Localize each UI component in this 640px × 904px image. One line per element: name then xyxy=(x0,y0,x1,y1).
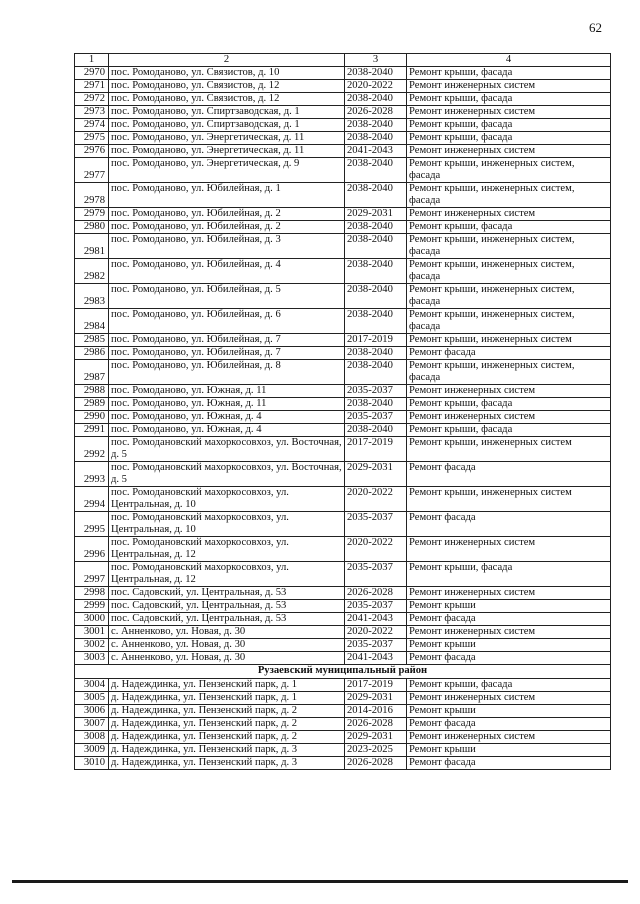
row-address: пос. Ромоданово, ул. Энергетическая, д. 11 xyxy=(109,145,345,158)
row-address: с. Анненково, ул. Новая, д. 30 xyxy=(109,639,345,652)
row-work-type: Ремонт инженерных систем xyxy=(407,106,611,119)
table-row xyxy=(75,234,611,259)
table-row xyxy=(75,731,611,744)
row-number: 2987 xyxy=(75,360,109,385)
row-number: 2989 xyxy=(75,398,109,411)
row-period: 2014-2016 xyxy=(345,705,407,718)
row-period: 2026-2028 xyxy=(345,106,407,119)
row-address: пос. Ромоданово, ул. Юбилейная, д. 4 xyxy=(109,259,345,284)
row-address: пос. Ромоданово, ул. Энергетическая, д. 9 xyxy=(109,158,345,183)
row-number: 2990 xyxy=(75,411,109,424)
row-number: 3008 xyxy=(75,731,109,744)
table-row xyxy=(75,145,611,158)
row-work-type: Ремонт инженерных систем xyxy=(407,731,611,744)
table-row xyxy=(75,158,611,183)
row-address: пос. Ромодановский махоркосовхоз, ул. Центральная, д. 12 xyxy=(109,537,345,562)
row-period: 2038-2040 xyxy=(345,132,407,145)
table-row xyxy=(75,106,611,119)
table-row xyxy=(75,93,611,106)
row-number: 2973 xyxy=(75,106,109,119)
row-work-type: Ремонт крыши, фасада xyxy=(407,398,611,411)
row-period: 2029-2031 xyxy=(345,731,407,744)
table-row xyxy=(75,537,611,562)
row-number: 2982 xyxy=(75,259,109,284)
row-period: 2038-2040 xyxy=(345,284,407,309)
row-period: 2029-2031 xyxy=(345,208,407,221)
row-work-type: Ремонт крыши xyxy=(407,600,611,613)
table-body xyxy=(75,67,611,770)
row-work-type: Ремонт фасада xyxy=(407,757,611,770)
row-number: 2992 xyxy=(75,437,109,462)
row-period: 2020-2022 xyxy=(345,626,407,639)
row-period: 2026-2028 xyxy=(345,587,407,600)
row-number: 3009 xyxy=(75,744,109,757)
row-address: пос. Ромоданово, ул. Спиртзаводская, д. 1 xyxy=(109,106,345,119)
row-work-type: Ремонт крыши, фасада xyxy=(407,132,611,145)
row-period: 2017-2019 xyxy=(345,437,407,462)
row-address: пос. Ромоданово, ул. Юбилейная, д. 1 xyxy=(109,183,345,208)
row-number: 3010 xyxy=(75,757,109,770)
row-work-type: Ремонт фасада xyxy=(407,347,611,360)
row-work-type: Ремонт крыши, инженерных систем xyxy=(407,437,611,462)
row-address: пос. Ромоданово, ул. Энергетическая, д. 11 xyxy=(109,132,345,145)
table-row xyxy=(75,705,611,718)
row-number: 3007 xyxy=(75,718,109,731)
row-work-type: Ремонт крыши, фасада xyxy=(407,562,611,587)
row-work-type: Ремонт крыши xyxy=(407,744,611,757)
row-number: 2971 xyxy=(75,80,109,93)
section-row xyxy=(75,665,611,679)
table-row xyxy=(75,718,611,731)
row-number: 2970 xyxy=(75,67,109,80)
table-row xyxy=(75,692,611,705)
row-number: 2988 xyxy=(75,385,109,398)
row-address: пос. Ромодановский махоркосовхоз, ул. Восточная, д. 5 xyxy=(109,437,345,462)
row-number: 3000 xyxy=(75,613,109,626)
row-address: пос. Ромодановский махоркосовхоз, ул. Восточная, д. 5 xyxy=(109,462,345,487)
row-number: 2974 xyxy=(75,119,109,132)
header-col-2: 2 xyxy=(109,54,345,67)
table-row xyxy=(75,119,611,132)
table-row xyxy=(75,360,611,385)
row-number: 2984 xyxy=(75,309,109,334)
row-number: 3004 xyxy=(75,679,109,692)
row-period: 2038-2040 xyxy=(345,259,407,284)
row-number: 2975 xyxy=(75,132,109,145)
row-number: 2995 xyxy=(75,512,109,537)
row-number: 2996 xyxy=(75,537,109,562)
row-number: 2978 xyxy=(75,183,109,208)
row-number: 3006 xyxy=(75,705,109,718)
row-address: пос. Ромоданово, ул. Юбилейная, д. 8 xyxy=(109,360,345,385)
row-address: д. Надеждинка, ул. Пензенский парк, д. 1 xyxy=(109,692,345,705)
row-period: 2041-2043 xyxy=(345,613,407,626)
row-work-type: Ремонт крыши, инженерных систем, фасада xyxy=(407,284,611,309)
row-work-type: Ремонт крыши, фасада xyxy=(407,679,611,692)
row-address: д. Надеждинка, ул. Пензенский парк, д. 2 xyxy=(109,731,345,744)
row-number: 3002 xyxy=(75,639,109,652)
row-period: 2038-2040 xyxy=(345,119,407,132)
table-row xyxy=(75,679,611,692)
row-period: 2035-2037 xyxy=(345,512,407,537)
row-work-type: Ремонт крыши, фасада xyxy=(407,93,611,106)
row-address: д. Надеждинка, ул. Пензенский парк, д. 2 xyxy=(109,718,345,731)
row-address: пос. Ромоданово, ул. Юбилейная, д. 5 xyxy=(109,284,345,309)
row-address: пос. Ромоданово, ул. Юбилейная, д. 3 xyxy=(109,234,345,259)
table-row xyxy=(75,132,611,145)
row-work-type: Ремонт крыши, инженерных систем xyxy=(407,334,611,347)
row-number: 2985 xyxy=(75,334,109,347)
row-number: 2997 xyxy=(75,562,109,587)
row-period: 2041-2043 xyxy=(345,652,407,665)
row-work-type: Ремонт крыши, инженерных систем, фасада xyxy=(407,158,611,183)
row-period: 2026-2028 xyxy=(345,757,407,770)
table-row xyxy=(75,639,611,652)
row-work-type: Ремонт фасада xyxy=(407,718,611,731)
row-period: 2020-2022 xyxy=(345,80,407,93)
scan-edge-line xyxy=(12,880,628,883)
row-number: 2994 xyxy=(75,487,109,512)
header-col-4: 4 xyxy=(407,54,611,67)
table-row xyxy=(75,183,611,208)
row-period: 2029-2031 xyxy=(345,462,407,487)
row-period: 2017-2019 xyxy=(345,334,407,347)
row-address: пос. Ромоданово, ул. Связистов, д. 10 xyxy=(109,67,345,80)
table-row xyxy=(75,347,611,360)
row-work-type: Ремонт инженерных систем xyxy=(407,80,611,93)
row-work-type: Ремонт инженерных систем xyxy=(407,626,611,639)
row-number: 2999 xyxy=(75,600,109,613)
row-work-type: Ремонт крыши, инженерных систем, фасада xyxy=(407,309,611,334)
table-row xyxy=(75,259,611,284)
page-number: 62 xyxy=(589,20,602,35)
row-period: 2035-2037 xyxy=(345,562,407,587)
row-work-type: Ремонт инженерных систем xyxy=(407,411,611,424)
row-address: пос. Ромоданово, ул. Южная, д. 11 xyxy=(109,385,345,398)
row-address: пос. Ромодановский махоркосовхоз, ул. Центральная, д. 10 xyxy=(109,487,345,512)
row-address: д. Надеждинка, ул. Пензенский парк, д. 2 xyxy=(109,705,345,718)
table-row xyxy=(75,67,611,80)
row-period: 2038-2040 xyxy=(345,158,407,183)
row-number: 2986 xyxy=(75,347,109,360)
row-address: пос. Ромодановский махоркосовхоз, ул. Центральная, д. 12 xyxy=(109,562,345,587)
table-row xyxy=(75,512,611,537)
table-row xyxy=(75,437,611,462)
table-row xyxy=(75,587,611,600)
header-row xyxy=(75,54,611,67)
row-number: 3005 xyxy=(75,692,109,705)
row-work-type: Ремонт крыши, фасада xyxy=(407,67,611,80)
row-period: 2038-2040 xyxy=(345,67,407,80)
table-row xyxy=(75,309,611,334)
row-address: пос. Ромоданово, ул. Южная, д. 4 xyxy=(109,424,345,437)
row-number: 2972 xyxy=(75,93,109,106)
table-row xyxy=(75,284,611,309)
row-work-type: Ремонт фасада xyxy=(407,512,611,537)
row-number: 2981 xyxy=(75,234,109,259)
row-work-type: Ремонт инженерных систем xyxy=(407,537,611,562)
row-work-type: Ремонт крыши xyxy=(407,639,611,652)
row-number: 2980 xyxy=(75,221,109,234)
table-row xyxy=(75,744,611,757)
row-period: 2035-2037 xyxy=(345,639,407,652)
row-address: с. Анненково, ул. Новая, д. 30 xyxy=(109,652,345,665)
row-number: 2976 xyxy=(75,145,109,158)
row-work-type: Ремонт крыши, инженерных систем, фасада xyxy=(407,360,611,385)
row-number: 3003 xyxy=(75,652,109,665)
document-table-container xyxy=(74,53,610,770)
row-address: пос. Ромодановский махоркосовхоз, ул. Центральная, д. 10 xyxy=(109,512,345,537)
row-period: 2020-2022 xyxy=(345,537,407,562)
row-number: 2977 xyxy=(75,158,109,183)
row-number: 2991 xyxy=(75,424,109,437)
section-title: Рузаевский муниципальный район xyxy=(75,665,611,679)
row-address: д. Надеждинка, ул. Пензенский парк, д. 3 xyxy=(109,757,345,770)
row-period: 2038-2040 xyxy=(345,360,407,385)
row-period: 2026-2028 xyxy=(345,718,407,731)
table-row xyxy=(75,613,611,626)
row-address: пос. Ромоданово, ул. Юбилейная, д. 7 xyxy=(109,347,345,360)
header-col-3: 3 xyxy=(345,54,407,67)
row-work-type: Ремонт инженерных систем xyxy=(407,385,611,398)
row-work-type: Ремонт инженерных систем xyxy=(407,145,611,158)
row-address: пос. Ромоданово, ул. Южная, д. 4 xyxy=(109,411,345,424)
row-address: пос. Ромоданово, ул. Южная, д. 11 xyxy=(109,398,345,411)
header-col-1: 1 xyxy=(75,54,109,67)
table-row xyxy=(75,652,611,665)
row-address: пос. Садовский, ул. Центральная, д. 53 xyxy=(109,613,345,626)
table-row xyxy=(75,462,611,487)
row-number: 2998 xyxy=(75,587,109,600)
row-period: 2038-2040 xyxy=(345,398,407,411)
row-period: 2038-2040 xyxy=(345,424,407,437)
row-address: пос. Ромоданово, ул. Юбилейная, д. 2 xyxy=(109,221,345,234)
table-row xyxy=(75,424,611,437)
row-work-type: Ремонт крыши, фасада xyxy=(407,119,611,132)
row-period: 2023-2025 xyxy=(345,744,407,757)
row-address: пос. Ромоданово, ул. Спиртзаводская, д. 1 xyxy=(109,119,345,132)
row-address: пос. Ромоданово, ул. Связистов, д. 12 xyxy=(109,93,345,106)
row-number: 2993 xyxy=(75,462,109,487)
row-number: 2979 xyxy=(75,208,109,221)
row-work-type: Ремонт фасада xyxy=(407,652,611,665)
table-row xyxy=(75,562,611,587)
table-row xyxy=(75,487,611,512)
row-period: 2029-2031 xyxy=(345,692,407,705)
row-work-type: Ремонт крыши, инженерных систем, фасада xyxy=(407,234,611,259)
row-address: с. Анненково, ул. Новая, д. 30 xyxy=(109,626,345,639)
row-period: 2035-2037 xyxy=(345,411,407,424)
row-work-type: Ремонт фасада xyxy=(407,613,611,626)
row-work-type: Ремонт фасада xyxy=(407,462,611,487)
row-period: 2017-2019 xyxy=(345,679,407,692)
row-address: пос. Ромоданово, ул. Юбилейная, д. 2 xyxy=(109,208,345,221)
row-work-type: Ремонт крыши xyxy=(407,705,611,718)
row-number: 3001 xyxy=(75,626,109,639)
table-row xyxy=(75,626,611,639)
table-row xyxy=(75,80,611,93)
row-period: 2035-2037 xyxy=(345,385,407,398)
row-work-type: Ремонт крыши, инженерных систем, фасада xyxy=(407,183,611,208)
row-period: 2038-2040 xyxy=(345,221,407,234)
row-work-type: Ремонт крыши, фасада xyxy=(407,221,611,234)
row-address: пос. Ромоданово, ул. Юбилейная, д. 6 xyxy=(109,309,345,334)
row-period: 2038-2040 xyxy=(345,93,407,106)
row-address: пос. Ромоданово, ул. Связистов, д. 12 xyxy=(109,80,345,93)
row-address: д. Надеждинка, ул. Пензенский парк, д. 3 xyxy=(109,744,345,757)
table-row xyxy=(75,411,611,424)
row-address: пос. Ромоданово, ул. Юбилейная, д. 7 xyxy=(109,334,345,347)
row-period: 2038-2040 xyxy=(345,347,407,360)
row-number: 2983 xyxy=(75,284,109,309)
row-period: 2041-2043 xyxy=(345,145,407,158)
row-work-type: Ремонт инженерных систем xyxy=(407,208,611,221)
table-row xyxy=(75,600,611,613)
table-row xyxy=(75,385,611,398)
row-work-type: Ремонт инженерных систем xyxy=(407,587,611,600)
row-period: 2020-2022 xyxy=(345,487,407,512)
row-period: 2035-2037 xyxy=(345,600,407,613)
row-period: 2038-2040 xyxy=(345,309,407,334)
row-address: д. Надеждинка, ул. Пензенский парк, д. 1 xyxy=(109,679,345,692)
table-row xyxy=(75,398,611,411)
table-row xyxy=(75,334,611,347)
row-work-type: Ремонт крыши, инженерных систем xyxy=(407,487,611,512)
row-address: пос. Садовский, ул. Центральная, д. 53 xyxy=(109,600,345,613)
row-work-type: Ремонт крыши, инженерных систем, фасада xyxy=(407,259,611,284)
row-period: 2038-2040 xyxy=(345,183,407,208)
table-row xyxy=(75,221,611,234)
row-work-type: Ремонт инженерных систем xyxy=(407,692,611,705)
row-address: пос. Садовский, ул. Центральная, д. 53 xyxy=(109,587,345,600)
table-row xyxy=(75,208,611,221)
repair-schedule-table xyxy=(74,53,611,770)
row-work-type: Ремонт крыши, фасада xyxy=(407,424,611,437)
row-period: 2038-2040 xyxy=(345,234,407,259)
table-row xyxy=(75,757,611,770)
